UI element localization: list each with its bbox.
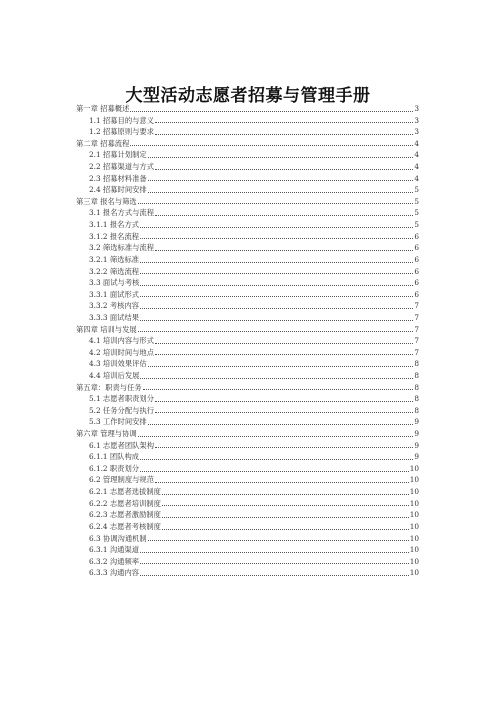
toc-entry[interactable] [76,289,419,301]
dot-leader [155,122,413,123]
dot-leader [140,320,413,321]
dot-leader [140,308,413,309]
toc-entry[interactable] [76,115,419,127]
toc-entry-label: 4.2 培训时间与地点 [89,347,155,357]
toc-entry[interactable] [76,207,419,219]
dot-leader [130,145,413,146]
toc-entry[interactable] [76,300,419,312]
dot-leader [140,552,409,553]
toc-entry-page-number: 4 [414,150,419,160]
toc-entry-page-number: 4 [414,138,419,148]
dot-leader [162,517,409,518]
toc-entry-label: 6.1.1 团队构成 [89,452,140,462]
toc-entry-page-number: 10 [409,521,419,531]
toc-entry-page-number: 8 [414,371,419,380]
dot-leader [155,482,409,483]
toc-entry-label: 6.3.1 沟通渠道 [89,545,140,555]
toc-entry-label: 6.2.4 志愿者考核制度 [89,521,161,531]
toc-entry[interactable] [76,416,419,428]
dot-leader [162,494,409,495]
toc-entry-label: 6.1.2 职责划分 [89,463,140,473]
toc-entry-label: 第二章 招募流程 [76,138,130,148]
dot-leader [155,215,413,216]
toc-entry[interactable] [76,312,419,324]
toc-entry-page-number: 10 [409,568,419,578]
toc-entry-page-number: 6 [414,289,419,299]
dot-leader [162,505,409,506]
dot-leader [143,389,414,390]
toc-entry[interactable] [76,382,419,394]
toc-entry-label: 第一章 招募概述 [76,103,130,113]
toc-entry-label: 3.1.1 报名方式 [89,220,140,230]
toc-entry-label: 5.2 任务分配与执行 [89,405,155,415]
toc-entry-page-number: 7 [414,324,419,334]
toc-entry[interactable] [76,533,419,545]
toc-entry-label: 第三章 报名与筛选 [76,196,137,206]
toc-entry-label: 6.3.2 沟通频率 [89,556,140,566]
toc-entry-page-number: 8 [414,405,419,415]
toc-entry-page-number: 3 [414,103,419,113]
toc-entry-page-number: 6 [414,231,419,241]
toc-entry[interactable] [76,347,419,359]
toc-entry-page-number: 5 [414,196,419,206]
dot-leader [148,366,414,367]
dot-leader [148,157,414,158]
toc-entry[interactable] [76,451,419,463]
dot-leader [138,331,414,332]
toc-entry-label: 第四章 培训与发展 [76,324,137,334]
dot-leader [148,180,414,181]
dot-leader [140,459,413,460]
toc-entry-label: 3.3 面试与考核 [89,278,140,288]
toc-entry[interactable] [76,358,419,370]
toc-entry[interactable] [76,463,419,475]
toc-entry-page-number: 4 [414,162,419,172]
document-title: 大型活动志愿者招募与管理手册 [125,86,371,107]
toc-entry[interactable] [76,266,419,278]
toc-entry-page-number: 9 [414,440,419,450]
toc-entry-page-number: 10 [409,498,419,508]
toc-entry[interactable] [76,184,419,196]
toc-entry-label: 4.3 培训效果评估 [89,359,147,369]
toc-entry-page-number: 10 [409,487,419,497]
toc-entry-page-number: 3 [414,127,419,137]
toc-entry-page-number: 9 [414,452,419,462]
dot-leader [138,203,414,204]
dot-leader [138,436,414,437]
toc-entry[interactable] [76,161,419,173]
dot-leader [155,169,413,170]
toc-entry-page-number: 3 [414,115,419,125]
toc-entry-page-number: 7 [414,301,419,311]
toc-entry[interactable] [76,277,419,289]
toc-entry-page-number: 6 [414,243,419,253]
dot-leader [148,424,414,425]
toc-entry-page-number: 10 [409,533,419,543]
toc-entry-label: 6.1 志愿者团队架构 [89,440,155,450]
toc-entry-label: 6.3.3 沟通内容 [89,568,140,578]
toc-entry-page-number: 10 [409,545,419,555]
toc-entry-label: 6.2.1 志愿者选拔制度 [89,487,161,497]
toc-entry-label: 3.2.2 筛选流程 [89,266,140,276]
dot-leader [140,262,413,263]
toc-entry-label: 第六章 管理与协调 [76,429,137,439]
toc-entry-page-number: 10 [409,510,419,520]
dot-leader [140,273,413,274]
toc-entry-label: 1.1 招募目的与意义 [89,115,155,125]
dot-leader [140,296,413,297]
toc-entry-page-number: 8 [414,382,419,392]
dot-leader [140,285,413,286]
dot-leader [155,447,413,448]
dot-leader [155,250,413,251]
toc-entry[interactable] [76,103,419,115]
toc-entry-label: 3.1.2 报名流程 [89,231,140,241]
dot-leader [155,412,413,413]
toc-entry[interactable] [76,567,419,579]
toc-entry[interactable] [76,544,419,556]
dot-leader [140,563,409,564]
toc-entry-label: 1.2 招募原则与要求 [89,127,155,137]
toc-entry[interactable] [76,370,419,382]
toc-entry-page-number: 6 [414,278,419,288]
toc-entry[interactable] [76,149,419,161]
dot-leader [130,111,413,112]
toc-entry[interactable] [76,475,419,487]
toc-entry-page-number: 8 [414,394,419,404]
toc-entry-label: 2.3 招募材料准备 [89,173,147,183]
toc-entry-label: 3.3.1 面试形式 [89,289,140,299]
dot-leader [155,134,413,135]
toc-entry[interactable] [76,521,419,533]
toc-entry-label: 4.1 培训内容与形式 [89,336,155,346]
toc-entry-page-number: 7 [414,312,419,322]
toc-entry-label: 3.3.3 面试结果 [89,312,140,322]
toc-entry[interactable] [76,324,419,336]
toc-entry[interactable] [76,335,419,347]
toc-entry-label: 5.1 志愿者职责划分 [89,394,155,404]
toc-entry-page-number: 9 [414,417,419,427]
toc-entry-label: 3.2 筛选标准与流程 [89,243,155,253]
toc-entry[interactable] [76,486,419,498]
toc-entry[interactable] [76,196,419,208]
toc-entry-label: 3.2.1 筛选标准 [89,254,140,264]
toc-entry[interactable] [76,242,419,254]
toc-entry-label: 3.1 报名方式与流程 [89,208,155,218]
dot-leader [155,401,413,402]
toc-entry-page-number: 6 [414,254,419,264]
toc-entry-label: 6.2.2 志愿者培训制度 [89,498,161,508]
toc-entry-label: 6.3 协调沟通机制 [89,533,147,543]
dot-leader [140,471,409,472]
dot-leader [140,227,413,228]
dot-leader [162,529,409,530]
toc-entry-page-number: 4 [414,173,419,183]
toc-entry[interactable] [76,428,419,440]
toc-entry-label: 5.3 工作时间安排 [89,417,147,427]
table-of-contents [76,103,419,579]
dot-leader [155,354,413,355]
toc-entry-page-number: 6 [414,266,419,276]
toc-entry[interactable] [76,440,419,452]
toc-entry[interactable] [76,231,419,243]
toc-entry-page-number: 7 [414,336,419,346]
toc-entry[interactable] [76,509,419,521]
toc-entry[interactable] [76,254,419,266]
toc-entry-page-number: 7 [414,347,419,357]
toc-entry[interactable] [76,393,419,405]
toc-entry[interactable] [76,173,419,185]
toc-entry[interactable] [76,126,419,138]
toc-entry-page-number: 8 [414,359,419,369]
dot-leader [140,238,413,239]
toc-entry-label: 3.3.2 考核内容 [89,301,140,311]
toc-entry-label: 第五章：职责与任务 [76,382,142,392]
toc-entry-label: 2.2 招募渠道与方式 [89,162,155,172]
toc-entry-page-number: 10 [409,463,419,473]
toc-entry-page-number: 10 [409,556,419,566]
toc-entry-label: 2.4 招募时间安排 [89,185,147,195]
dot-leader [155,343,413,344]
toc-entry[interactable] [76,219,419,231]
toc-entry[interactable] [76,138,419,150]
toc-entry[interactable] [76,498,419,510]
toc-entry[interactable] [76,405,419,417]
toc-entry-label: 6.2 管理制度与规范 [89,475,155,485]
toc-entry[interactable] [76,556,419,568]
dot-leader [140,575,409,576]
dot-leader [140,378,413,379]
toc-entry-page-number: 5 [414,185,419,195]
toc-entry-label: 6.2.3 志愿者激励制度 [89,510,161,520]
toc-entry-page-number: 10 [409,475,419,485]
dot-leader [148,540,409,541]
toc-entry-page-number: 5 [414,220,419,230]
toc-entry-label: 4.4 培训后发展 [89,371,140,380]
toc-entry-page-number: 9 [414,429,419,439]
dot-leader [148,192,414,193]
toc-entry-page-number: 5 [414,208,419,218]
toc-entry-label: 2.1 招募计划制定 [89,150,147,160]
